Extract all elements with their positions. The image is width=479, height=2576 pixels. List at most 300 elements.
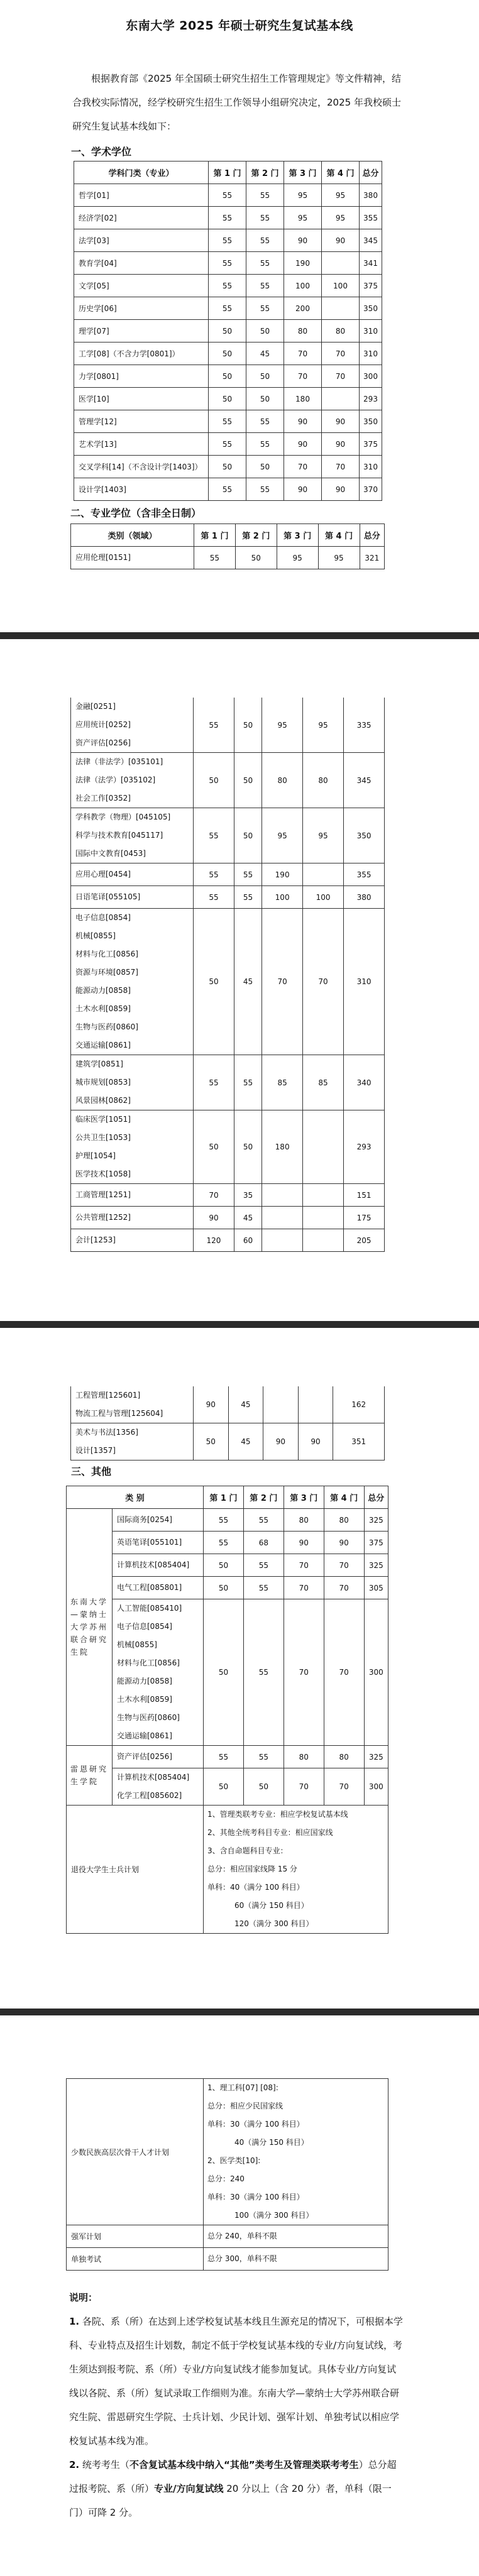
category-name: 社会工作[0352]	[75, 794, 131, 803]
score-cell-total: 300	[360, 365, 382, 388]
table-row	[74, 275, 382, 297]
score-cell-s3: 95	[262, 808, 303, 863]
discipline-name: 工学[08]（不含力学[0801]）	[74, 343, 209, 365]
note-item-1	[69, 2310, 405, 2453]
score-cell-s1: 55	[194, 808, 234, 863]
col-header: 第 3 门	[277, 524, 318, 547]
score-cell-s2: 50	[246, 456, 284, 478]
score-cell-s2: 55	[246, 207, 284, 229]
col-header: 总分	[364, 1486, 388, 1509]
score-cell-s3: 200	[284, 297, 322, 320]
category-name: 人工智能[085410]	[117, 1604, 182, 1613]
section-heading-other: 三、其他	[71, 1466, 112, 1477]
score-cell-s1: 120	[194, 1229, 234, 1252]
category-name: 计算机技术[085404]	[117, 1773, 190, 1782]
category-name: 工商管理[1251]	[75, 1190, 131, 1199]
table-row	[74, 320, 382, 343]
col-header: 总分	[360, 524, 385, 547]
score-cell-s2: 55	[243, 1599, 284, 1746]
score-cell-total: 310	[360, 343, 382, 365]
score-cell-s3: 70	[284, 1554, 324, 1577]
score-cell-s4: 95	[322, 207, 360, 229]
score-cell-s1: 55	[209, 275, 246, 297]
score-cell-s1: 50	[209, 388, 246, 410]
plan-rule-line: 单科：40（满分 100 科目）	[207, 1883, 304, 1892]
score-cell-s2: 55	[243, 1746, 284, 1768]
category-name: 国际中文教育[0453]	[75, 849, 146, 858]
score-cell-s4: 70	[322, 343, 360, 365]
discipline-name: 医学[10]	[74, 388, 209, 410]
category-name: 工程管理[125601]	[75, 1391, 141, 1400]
category-name: 生物与医药[0860]	[117, 1713, 180, 1722]
table-row	[71, 1055, 385, 1110]
score-cell-s3: 180	[284, 388, 322, 410]
col-header: 第 2 门	[243, 1486, 284, 1509]
score-cell-s1: 50	[204, 1577, 244, 1599]
category-names	[113, 1554, 204, 1577]
note-number: 1.	[69, 2316, 80, 2327]
score-cell-total: 341	[360, 252, 382, 275]
score-cell-s2: 50	[234, 698, 262, 753]
category-name: 临床医学[1051]	[75, 1115, 131, 1124]
score-cell-s4: 90	[298, 1423, 333, 1461]
plan-rule-line: 总分：相应少民国家线	[207, 2102, 284, 2110]
score-cell-s3: 80	[284, 1746, 324, 1768]
score-cell-s2: 55	[246, 478, 284, 501]
plan-rule-line: 总分：相应国家线降 15 分	[207, 1865, 297, 1873]
table-row	[67, 2079, 388, 2225]
category-names	[71, 886, 194, 909]
institute-label: 东南大学—蒙纳士大学苏州联合研究生院	[67, 1509, 113, 1746]
category-name: 物流工程与管理[125604]	[75, 1409, 163, 1418]
score-cell-s2: 55	[246, 275, 284, 297]
score-cell-s4: 100	[303, 886, 344, 909]
score-cell-s4	[303, 863, 344, 886]
score-cell-s2: 55	[234, 863, 262, 886]
score-cell-s4: 80	[322, 320, 360, 343]
plan-rule-line: 单科：30（满分 100 科目）	[207, 2120, 304, 2129]
category-name: 应用心理[0454]	[75, 870, 131, 879]
category-name: 化学工程[085602]	[117, 1791, 182, 1800]
category-name: 机械[0855]	[75, 931, 116, 940]
col-header: 类 别	[67, 1486, 204, 1509]
score-cell-s3: 70	[284, 456, 322, 478]
score-cell-s4	[303, 1110, 344, 1184]
col-header: 总分	[360, 162, 382, 184]
score-cell-s2: 50	[243, 1768, 284, 1806]
category-names	[113, 1577, 204, 1599]
score-cell-s2: 50	[246, 320, 284, 343]
score-cell-s2: 55	[243, 1577, 284, 1599]
score-cell-s3: 190	[262, 863, 303, 886]
category-name: 能源动力[0858]	[75, 986, 131, 995]
score-cell-s1: 55	[209, 252, 246, 275]
table-row	[67, 2225, 388, 2248]
score-cell-s3: 95	[277, 547, 318, 569]
plan-rule-line: 2、其他全统考科目专业：相应国家线	[207, 1828, 333, 1837]
page-2	[0, 639, 479, 1321]
score-cell-s3: 70	[284, 365, 322, 388]
note-text: 统考考生（	[82, 2459, 129, 2470]
score-cell-s1: 55	[204, 1746, 244, 1768]
plan-label: 单独考试	[67, 2248, 204, 2271]
score-cell-s2: 35	[234, 1184, 262, 1207]
score-cell-total: 375	[360, 275, 382, 297]
score-cell-total: 293	[344, 1110, 385, 1184]
category-name: 应用统计[0252]	[75, 720, 131, 729]
category-name: 电气工程[085801]	[117, 1583, 182, 1592]
category-names	[71, 808, 194, 863]
discipline-name: 历史学[06]	[74, 297, 209, 320]
score-cell-s3	[262, 1184, 303, 1207]
score-cell-s3: 95	[284, 184, 322, 207]
table-row	[71, 1207, 385, 1229]
score-cell-s3: 190	[284, 252, 322, 275]
table-row	[74, 229, 382, 252]
table-row	[71, 863, 385, 886]
score-cell-s4: 70	[324, 1577, 364, 1599]
category-names	[113, 1599, 204, 1746]
discipline-name: 法学[03]	[74, 229, 209, 252]
col-header: 第 4 门	[324, 1486, 364, 1509]
score-cell-s4: 95	[303, 808, 344, 863]
table-row	[74, 478, 382, 501]
score-cell-s4	[303, 1207, 344, 1229]
category-names	[71, 1055, 194, 1110]
score-cell-total: 350	[360, 410, 382, 433]
score-cell-s3: 90	[284, 478, 322, 501]
score-cell-total: 345	[344, 753, 385, 808]
category-names	[71, 1423, 194, 1461]
score-cell-s3: 100	[284, 275, 322, 297]
page-separator	[0, 2009, 479, 2015]
other-plans-table	[66, 2078, 388, 2271]
plan-rule-line: 40（满分 150 科目）	[234, 2138, 309, 2147]
table-row	[71, 1229, 385, 1252]
table-row	[67, 1768, 388, 1806]
score-cell-total: 335	[344, 698, 385, 753]
score-cell-s1: 50	[194, 909, 234, 1055]
score-cell-s2: 50	[246, 388, 284, 410]
score-cell-s3: 90	[284, 1532, 324, 1554]
score-cell-total: 351	[333, 1423, 385, 1461]
score-cell-total: 325	[364, 1746, 388, 1768]
category-name: 交通运输[0861]	[117, 1731, 172, 1740]
score-cell-total: 321	[360, 547, 385, 569]
table-header-row	[71, 524, 385, 547]
score-cell-s1: 50	[209, 456, 246, 478]
score-cell-s1: 50	[194, 1423, 229, 1461]
score-cell-total: 205	[344, 1229, 385, 1252]
score-cell-s3: 85	[262, 1055, 303, 1110]
category-names	[113, 1746, 204, 1768]
table-row	[67, 1532, 388, 1554]
discipline-name: 交叉学科[14]（不含设计学[1403]）	[74, 456, 209, 478]
category-name: 生物与医药[0860]	[75, 1022, 138, 1031]
score-cell-s1: 55	[209, 207, 246, 229]
table-row	[67, 1806, 388, 1934]
score-cell-total: 340	[344, 1055, 385, 1110]
score-cell-s3: 90	[284, 229, 322, 252]
plan-label: 强军计划	[67, 2225, 204, 2248]
score-cell-s3: 180	[262, 1110, 303, 1184]
score-cell-s3: 70	[262, 909, 303, 1055]
score-cell-s1: 55	[194, 698, 234, 753]
category-name: 材料与化工[0856]	[117, 1658, 180, 1667]
table-row	[71, 808, 385, 863]
score-cell-s4: 70	[303, 909, 344, 1055]
score-cell-s2: 45	[234, 1207, 262, 1229]
col-header: 类别（领域）	[71, 524, 194, 547]
category-names	[71, 1229, 194, 1252]
category-names	[71, 863, 194, 886]
table-row	[67, 1599, 388, 1746]
score-cell-s2: 45	[228, 1386, 263, 1423]
score-cell-s1: 55	[194, 886, 234, 909]
professional-degree-table-p3	[70, 1386, 385, 1461]
score-cell-s3: 100	[262, 886, 303, 909]
table-row	[71, 1184, 385, 1207]
institute-label: 雷恩研究生学院	[67, 1746, 113, 1806]
category-name: 资源与环境[0857]	[75, 968, 138, 977]
discipline-name: 理学[07]	[74, 320, 209, 343]
plan-rule-line: 单科：30（满分 100 科目）	[207, 2193, 304, 2201]
score-cell-s1: 55	[204, 1532, 244, 1554]
section-heading-academic: 一、学术学位	[71, 146, 132, 158]
score-cell-s3: 70	[284, 1599, 324, 1746]
score-cell-s2: 45	[228, 1423, 263, 1461]
score-cell-s4: 70	[324, 1554, 364, 1577]
score-cell-s4: 90	[322, 478, 360, 501]
score-cell-s4: 80	[303, 753, 344, 808]
category-name: 应用伦理[0151]	[75, 553, 131, 562]
score-cell-total: 380	[344, 886, 385, 909]
score-cell-s3: 70	[284, 343, 322, 365]
score-cell-s3	[262, 1207, 303, 1229]
category-name: 土木水利[0859]	[75, 1004, 131, 1013]
score-cell-s4: 80	[324, 1509, 364, 1532]
score-cell-s3: 70	[284, 1577, 324, 1599]
category-name: 建筑学[0851]	[75, 1060, 123, 1068]
score-cell-s2: 45	[246, 343, 284, 365]
score-cell-s4	[322, 297, 360, 320]
score-cell-s4: 90	[322, 433, 360, 456]
score-cell-s3: 80	[284, 1509, 324, 1532]
score-cell-s3: 80	[262, 753, 303, 808]
table-header-row	[67, 1486, 388, 1509]
score-cell-s2: 50	[235, 547, 277, 569]
score-cell-s4: 100	[322, 275, 360, 297]
score-cell-s2: 50	[234, 1110, 262, 1184]
score-cell-total: 350	[360, 297, 382, 320]
plan-rules	[204, 2248, 388, 2271]
category-name: 能源动力[0858]	[117, 1677, 172, 1685]
plan-rule-line: 1、管理类联考专业：相应学校复试基本线	[207, 1810, 348, 1819]
score-cell-total: 345	[360, 229, 382, 252]
score-cell-total: 380	[360, 184, 382, 207]
score-cell-s3: 90	[263, 1423, 299, 1461]
notes-heading: 说明：	[69, 2292, 98, 2303]
table-row	[71, 1386, 385, 1423]
score-cell-total: 350	[344, 808, 385, 863]
score-cell-s3: 95	[284, 207, 322, 229]
page-3	[0, 1328, 479, 2009]
score-cell-total: 310	[344, 909, 385, 1055]
discipline-name: 设计学[1403]	[74, 478, 209, 501]
score-cell-s4: 70	[324, 1599, 364, 1746]
table-row	[71, 886, 385, 909]
note-number: 2.	[69, 2459, 80, 2470]
col-header: 第 4 门	[322, 162, 360, 184]
notes-section	[69, 2286, 405, 2524]
category-name: 城市规划[0853]	[75, 1078, 131, 1087]
score-cell-s3	[262, 1229, 303, 1252]
score-cell-total: 175	[344, 1207, 385, 1229]
category-name: 法律（法学）[035102]	[75, 776, 156, 784]
note-text: 20 分以上（含 20 分）者，单科（限一门）可降 2 分。	[69, 2483, 392, 2518]
note-text: 各院、系（所）在达到上述学校复试基本线且生源充足的情况下，可根据本学科、专业特点及招生计划数，制定不低于学校复试基本线的专业/方向复试线，考生须达到报考院、系（所）专业/方向复试线才能参加复试。具体专业/方向复试线以各院、系（所）复试录取工作细则为准。东南大学—蒙纳士大学苏州联合研究生院、雷恩研究生学院、士兵计划、少民计划、强军计划、单独考试以相应学校复试基本线为准。	[69, 2316, 403, 2447]
score-cell-s1: 50	[194, 1110, 234, 1184]
table-row	[74, 365, 382, 388]
professional-degree-table-p1	[70, 523, 385, 569]
category-names	[71, 1184, 194, 1207]
plan-rule-line: 1、理工科[07] [08]:	[207, 2083, 278, 2092]
discipline-name: 管理学[12]	[74, 410, 209, 433]
score-cell-s3: 90	[284, 433, 322, 456]
discipline-name: 教育学[04]	[74, 252, 209, 275]
category-names	[71, 1207, 194, 1229]
plan-rule-line: 120（满分 300 科目）	[234, 1919, 314, 1928]
section-heading-professional: 二、专业学位（含非全日制）	[70, 507, 202, 519]
category-name: 美术与书法[1356]	[75, 1428, 138, 1437]
table-row	[71, 909, 385, 1055]
table-row	[74, 388, 382, 410]
category-name: 电子信息[0854]	[75, 913, 131, 922]
note-item-2	[69, 2453, 405, 2524]
plan-rule-line: 总分 300，单科不限	[207, 2254, 277, 2263]
category-names	[71, 753, 194, 808]
category-names	[71, 1386, 194, 1423]
category-names	[71, 909, 194, 1055]
note-text-bold: 不含复试基本线中纳入“其他”类考生及管理类联考考生	[129, 2459, 359, 2470]
table-row	[71, 698, 385, 753]
category-names	[113, 1509, 204, 1532]
table-row	[71, 1110, 385, 1184]
plan-rule-line: 总分 240，单科不限	[207, 2232, 277, 2240]
score-cell-total: 293	[360, 388, 382, 410]
score-cell-s4: 90	[322, 229, 360, 252]
score-cell-s2: 50	[234, 753, 262, 808]
score-cell-total: 355	[344, 863, 385, 886]
score-cell-s3: 90	[284, 410, 322, 433]
note-text: ）总分超过报考院、系（所）	[69, 2459, 397, 2494]
score-cell-s1: 55	[209, 229, 246, 252]
page-4	[0, 2015, 479, 2576]
score-cell-s4: 95	[303, 698, 344, 753]
category-name: 护理[1054]	[75, 1151, 116, 1160]
page-separator	[0, 632, 479, 639]
score-cell-total: 375	[360, 433, 382, 456]
score-cell-s3: 95	[262, 698, 303, 753]
score-cell-s2: 55	[243, 1509, 284, 1532]
page-1	[0, 0, 479, 632]
score-cell-s2: 55	[234, 1055, 262, 1110]
score-cell-total: 300	[364, 1768, 388, 1806]
score-cell-s1: 50	[204, 1554, 244, 1577]
score-cell-s4: 90	[324, 1532, 364, 1554]
score-cell-total: 325	[364, 1554, 388, 1577]
score-cell-s1: 50	[194, 753, 234, 808]
table-row	[74, 184, 382, 207]
table-row	[67, 1554, 388, 1577]
category-name: 学科教学（物理）[045105]	[75, 813, 171, 821]
score-cell-total: 325	[364, 1509, 388, 1532]
academic-degree-table	[74, 161, 382, 501]
score-cell-s4: 70	[324, 1768, 364, 1806]
category-names	[113, 1532, 204, 1554]
discipline-name: 哲学[01]	[74, 184, 209, 207]
score-cell-s1: 70	[194, 1184, 234, 1207]
plan-label: 退役大学生士兵计划	[67, 1806, 204, 1934]
table-row	[67, 1746, 388, 1768]
category-name: 国际商务[0254]	[117, 1515, 172, 1524]
score-cell-s2: 50	[234, 808, 262, 863]
category-name: 金融[0251]	[75, 702, 116, 711]
category-names	[71, 547, 194, 569]
score-cell-s1: 55	[204, 1509, 244, 1532]
professional-degree-table-p2	[70, 698, 385, 1252]
score-cell-s4: 95	[318, 547, 360, 569]
other-categories-table	[66, 1486, 388, 1934]
score-cell-s1: 50	[209, 320, 246, 343]
score-cell-s2: 50	[246, 365, 284, 388]
score-cell-s2: 45	[234, 909, 262, 1055]
category-name: 医学技术[1058]	[75, 1170, 131, 1178]
table-row	[74, 410, 382, 433]
category-name: 设计[1357]	[75, 1446, 116, 1455]
category-name: 科学与技术教育[045117]	[75, 831, 163, 840]
score-cell-s2: 55	[246, 184, 284, 207]
score-cell-total: 151	[344, 1184, 385, 1207]
category-name: 英语笔译[055101]	[117, 1538, 182, 1547]
table-row	[74, 433, 382, 456]
plan-rule-line: 60（满分 150 科目）	[234, 1901, 309, 1910]
score-cell-s1: 55	[209, 184, 246, 207]
score-cell-s1: 50	[209, 365, 246, 388]
score-cell-total: 162	[333, 1386, 385, 1423]
score-cell-total: 310	[360, 456, 382, 478]
score-cell-s1: 90	[194, 1386, 229, 1423]
score-cell-s1: 55	[194, 863, 234, 886]
score-cell-total: 310	[360, 320, 382, 343]
plan-rule-line: 3、含自命题科目专业：	[207, 1846, 288, 1855]
col-header: 第 1 门	[204, 1486, 244, 1509]
score-cell-s2: 55	[246, 297, 284, 320]
score-cell-s4	[303, 1229, 344, 1252]
col-header: 第 2 门	[246, 162, 284, 184]
table-row	[74, 456, 382, 478]
table-row	[71, 1423, 385, 1461]
score-cell-s3	[263, 1386, 299, 1423]
category-name: 会计[1253]	[75, 1236, 116, 1244]
document-title: 东南大学 2025 年硕士研究生复试基本线	[126, 19, 353, 33]
plan-rules	[204, 1806, 388, 1934]
score-cell-s1: 55	[194, 1055, 234, 1110]
category-name: 计算机技术[085404]	[117, 1560, 190, 1569]
score-cell-s2: 55	[246, 252, 284, 275]
plan-rules	[204, 2079, 388, 2225]
col-header: 学科门类（专业）	[74, 162, 209, 184]
